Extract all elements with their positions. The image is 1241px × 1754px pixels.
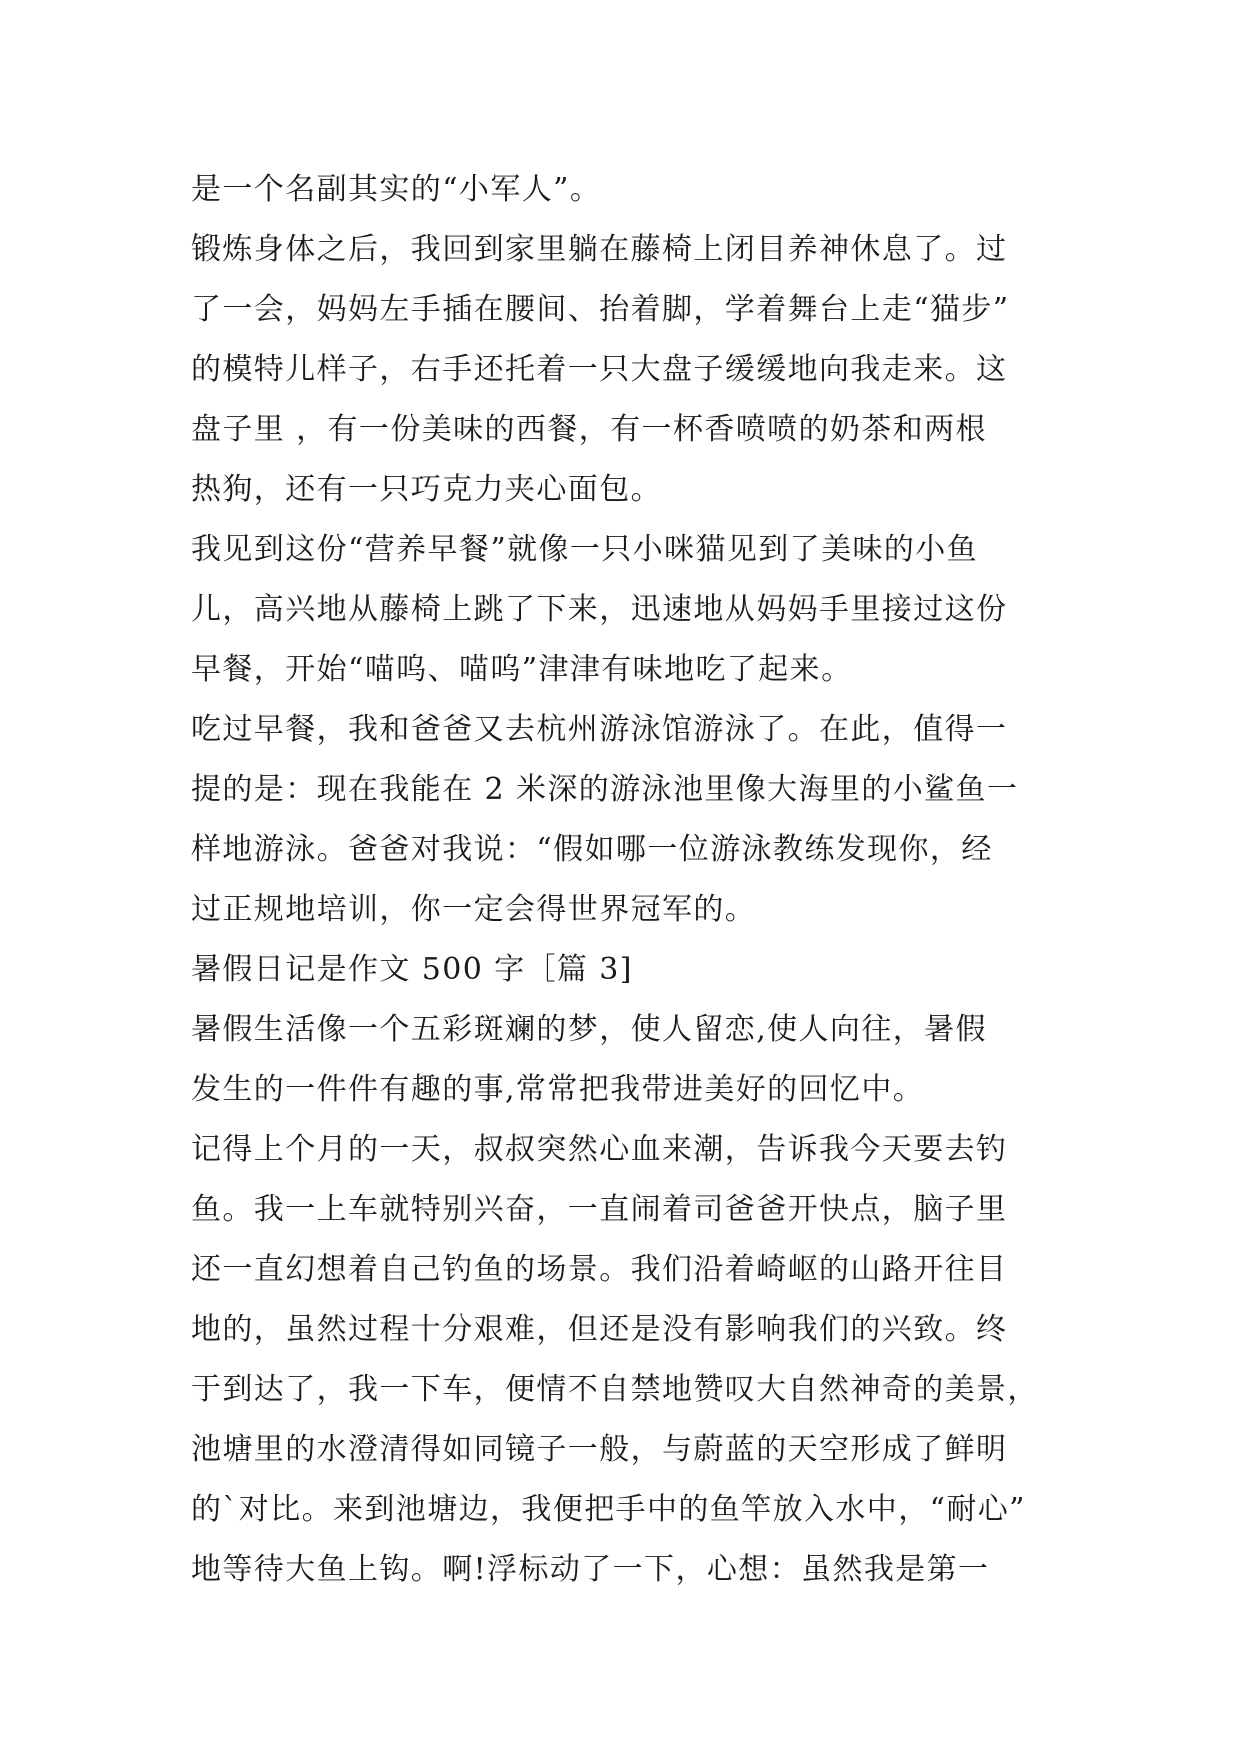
text-line: 还一直幻想着自己钓鱼的场景。我们沿着崎岖的山路开往目 [191,1252,1008,1287]
text-line: 于到达了，我一下车，便情不自禁地赞叹大自然神奇的美景， [191,1372,1039,1407]
text-line: 了一会，妈妈左手插在腰间、抬着脚，学着舞台上走“猫步” [191,292,1010,327]
text-line: 地等待大鱼上钩。啊!浮标动了一下，心想：虽然我是第一 [191,1552,990,1587]
text-line: 早餐，开始“喵呜、喵呜”津津有味地吃了起来。 [191,652,853,687]
text-line: 发生的一件件有趣的事,常常把我带进美好的回忆中。 [191,1072,925,1107]
text-line: 鱼。我一上车就特别兴奋，一直闹着司爸爸开快点，脑子里 [191,1192,1008,1227]
text-line: 盘子里 ，有一份美味的西餐，有一杯香喷喷的奶茶和两根 [191,412,987,447]
text-line: 儿，高兴地从藤椅上跳了下来，迅速地从妈妈手里接过这份 [191,592,1008,627]
text-line: 的`对比。来到池塘边，我便把手中的鱼竿放入水中，“耐心” [191,1492,1026,1527]
text-line: 是一个名副其实的“小军人”。 [191,172,602,207]
text-line: 的模特儿样子，右手还托着一只大盘子缓缓地向我走来。这 [191,352,1008,387]
section-heading: 暑假日记是作文 500 字［篇 3] [191,952,633,987]
text-line: 锻炼身体之后，我回到家里躺在藤椅上闭目养神休息了。过 [191,232,1008,267]
text-line: 提的是：现在我能在 2 米深的游泳池里像大海里的小鲨鱼一 [191,772,1019,807]
text-line: 吃过早餐，我和爸爸又去杭州游泳馆游泳了。在此，值得一 [191,712,1008,747]
text-line: 暑假生活像一个五彩斑斓的梦，使人留恋,使人向往，暑假 [191,1012,987,1047]
text-line: 池塘里的水澄清得如同镜子一般，与蔚蓝的天空形成了鲜明 [191,1432,1008,1467]
text-line: 样地游泳。爸爸对我说：“假如哪一位游泳教练发现你，经 [191,832,993,867]
text-line: 过正规地培训，你一定会得世界冠军的。 [191,892,757,927]
text-line: 我见到这份“营养早餐”就像一只小咪猫见到了美味的小鱼 [191,532,979,567]
text-line: 记得上个月的一天，叔叔突然心血来潮，告诉我今天要去钓 [191,1132,1008,1167]
text-line: 地的，虽然过程十分艰难，但还是没有影响我们的兴致。终 [191,1312,1008,1347]
body-text [191,160,1051,1600]
text-line: 热狗，还有一只巧克力夹心面包。 [191,472,662,507]
